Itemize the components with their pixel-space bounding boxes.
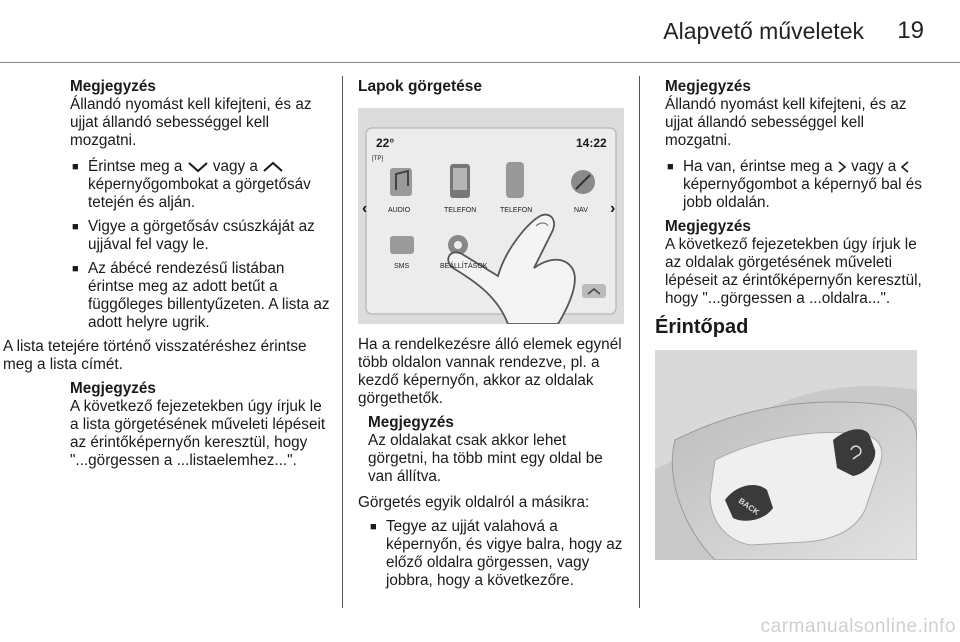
note-block [60,78,330,150]
note-title: Megjegyzés [368,414,454,431]
section-title: Lapok görgetése [358,78,483,95]
middle-column [358,78,628,596]
column-divider [639,76,640,608]
note-text: Az oldalakat csak akkor lehet görgetni, ha több mint egy oldal be van állítva. [368,432,603,485]
app-label-audio[interactable]: AUDIO [388,207,411,214]
note-title: Megjegyzés [70,78,156,95]
note-title: Megjegyzés [665,218,751,235]
note-block [655,218,923,308]
page-header [0,0,960,64]
list-item [72,158,330,212]
bullet-list [655,158,923,212]
temperature-readout: 22° [376,136,395,150]
page-number: 19 [897,17,924,44]
paragraph: Görgetés egyik oldalról a másikra: [358,494,590,511]
note-text: Állandó nyomást kell kifejteni, és az ujjat állandó sebességgel kell mozgatni. [70,96,312,149]
left-column [3,78,330,478]
list-item-text: képernyőgombot a képernyő bal és jobb oldalán. [683,176,922,211]
message-icon [390,236,414,254]
chevron-up-icon [262,160,284,174]
column-divider [342,76,343,608]
touchpad-illustration [655,350,917,560]
phone-handset-icon [506,162,524,198]
touchscreen-figure [358,108,624,324]
note-block [60,380,330,470]
right-column [655,78,923,560]
app-label-nav[interactable]: NAV [574,207,588,214]
list-item: ■ Tegye az ujját valahová a képernyőn, és vigye balra, hogy az előző oldalra görgessen, vagy jobbra, hogy a következőre. [370,518,628,590]
note-block [358,414,628,486]
note-text: A következő fejezetekben úgy írjuk le az oldalak görgetésének műveleti lépéseit az érintőképernyőn keresztül, hogy "...görgessen a ...oldalra...". [665,236,922,307]
paragraph: A lista tetejére történő visszatéréshez érintse meg a lista címét. [3,338,307,373]
watermark: carmanualsonline.info [760,616,956,637]
list-item: ■ Az ábécé rendezésű listában érintse meg az adott betűt a függőleges billentyűzeten. A lista az adott helyre ugrik. [72,260,330,332]
note-text: Állandó nyomást kell kifejteni, és az ujjat állandó sebességgel kell mozgatni. [665,96,907,149]
back-button-label: BACK [736,496,761,517]
list-item-text: Ha van, érintse meg a [683,158,833,175]
music-note-icon [390,168,412,196]
section-heading: Érintőpad [655,316,749,338]
list-item-text: képernyőgombokat a görgetősáv tetején és alján. [88,176,311,211]
note-title: Megjegyzés [70,380,156,397]
app-label-beallitasok[interactable]: BEÁLLÍTÁSOK [440,263,488,270]
clock-readout: 14:22 [576,136,607,150]
app-label-telefon-2[interactable]: TELEFON [500,207,533,214]
list-item-text: vagy a [212,158,258,175]
list-item-text: vagy a [851,158,897,175]
touchpad-figure [655,350,917,560]
chevron-left-icon [900,160,910,174]
list-item: ■ Vigye a görgetősáv csúszkáját az ujjával fel vagy le. [72,218,330,254]
bullet-list [60,158,330,332]
app-label-telefon[interactable]: TELEFON [444,207,477,214]
compass-icon [571,170,595,194]
page-left-button[interactable]: ‹ [362,200,368,217]
note-text: A következő fejezetekben úgy írjuk le a lista görgetésének műveleti lépéseit az érintőképernyőn keresztül, hogy "...görgessen a ...listaelemhez...". [70,398,326,469]
phone-icon [450,164,470,198]
chevron-down-icon [187,160,209,174]
list-item-text: Érintse meg a [88,158,183,175]
paragraph: Ha a rendelkezésre álló elemek egynél több oldalon vannak rendezve, pl. a kezdő képernyőn, akkor az oldalak görgethetők. [358,336,622,407]
app-label-sms[interactable]: SMS [394,263,410,270]
note-block [655,78,923,150]
header-rule [0,62,960,63]
note-title: Megjegyzés [665,78,751,95]
tp-label: [TP] [372,156,384,162]
bullet-list [358,518,628,590]
chevron-right-icon [837,160,847,174]
list-item [667,158,923,212]
page-title: Alapvető műveletek [663,18,864,44]
page-right-button[interactable]: › [610,200,616,217]
